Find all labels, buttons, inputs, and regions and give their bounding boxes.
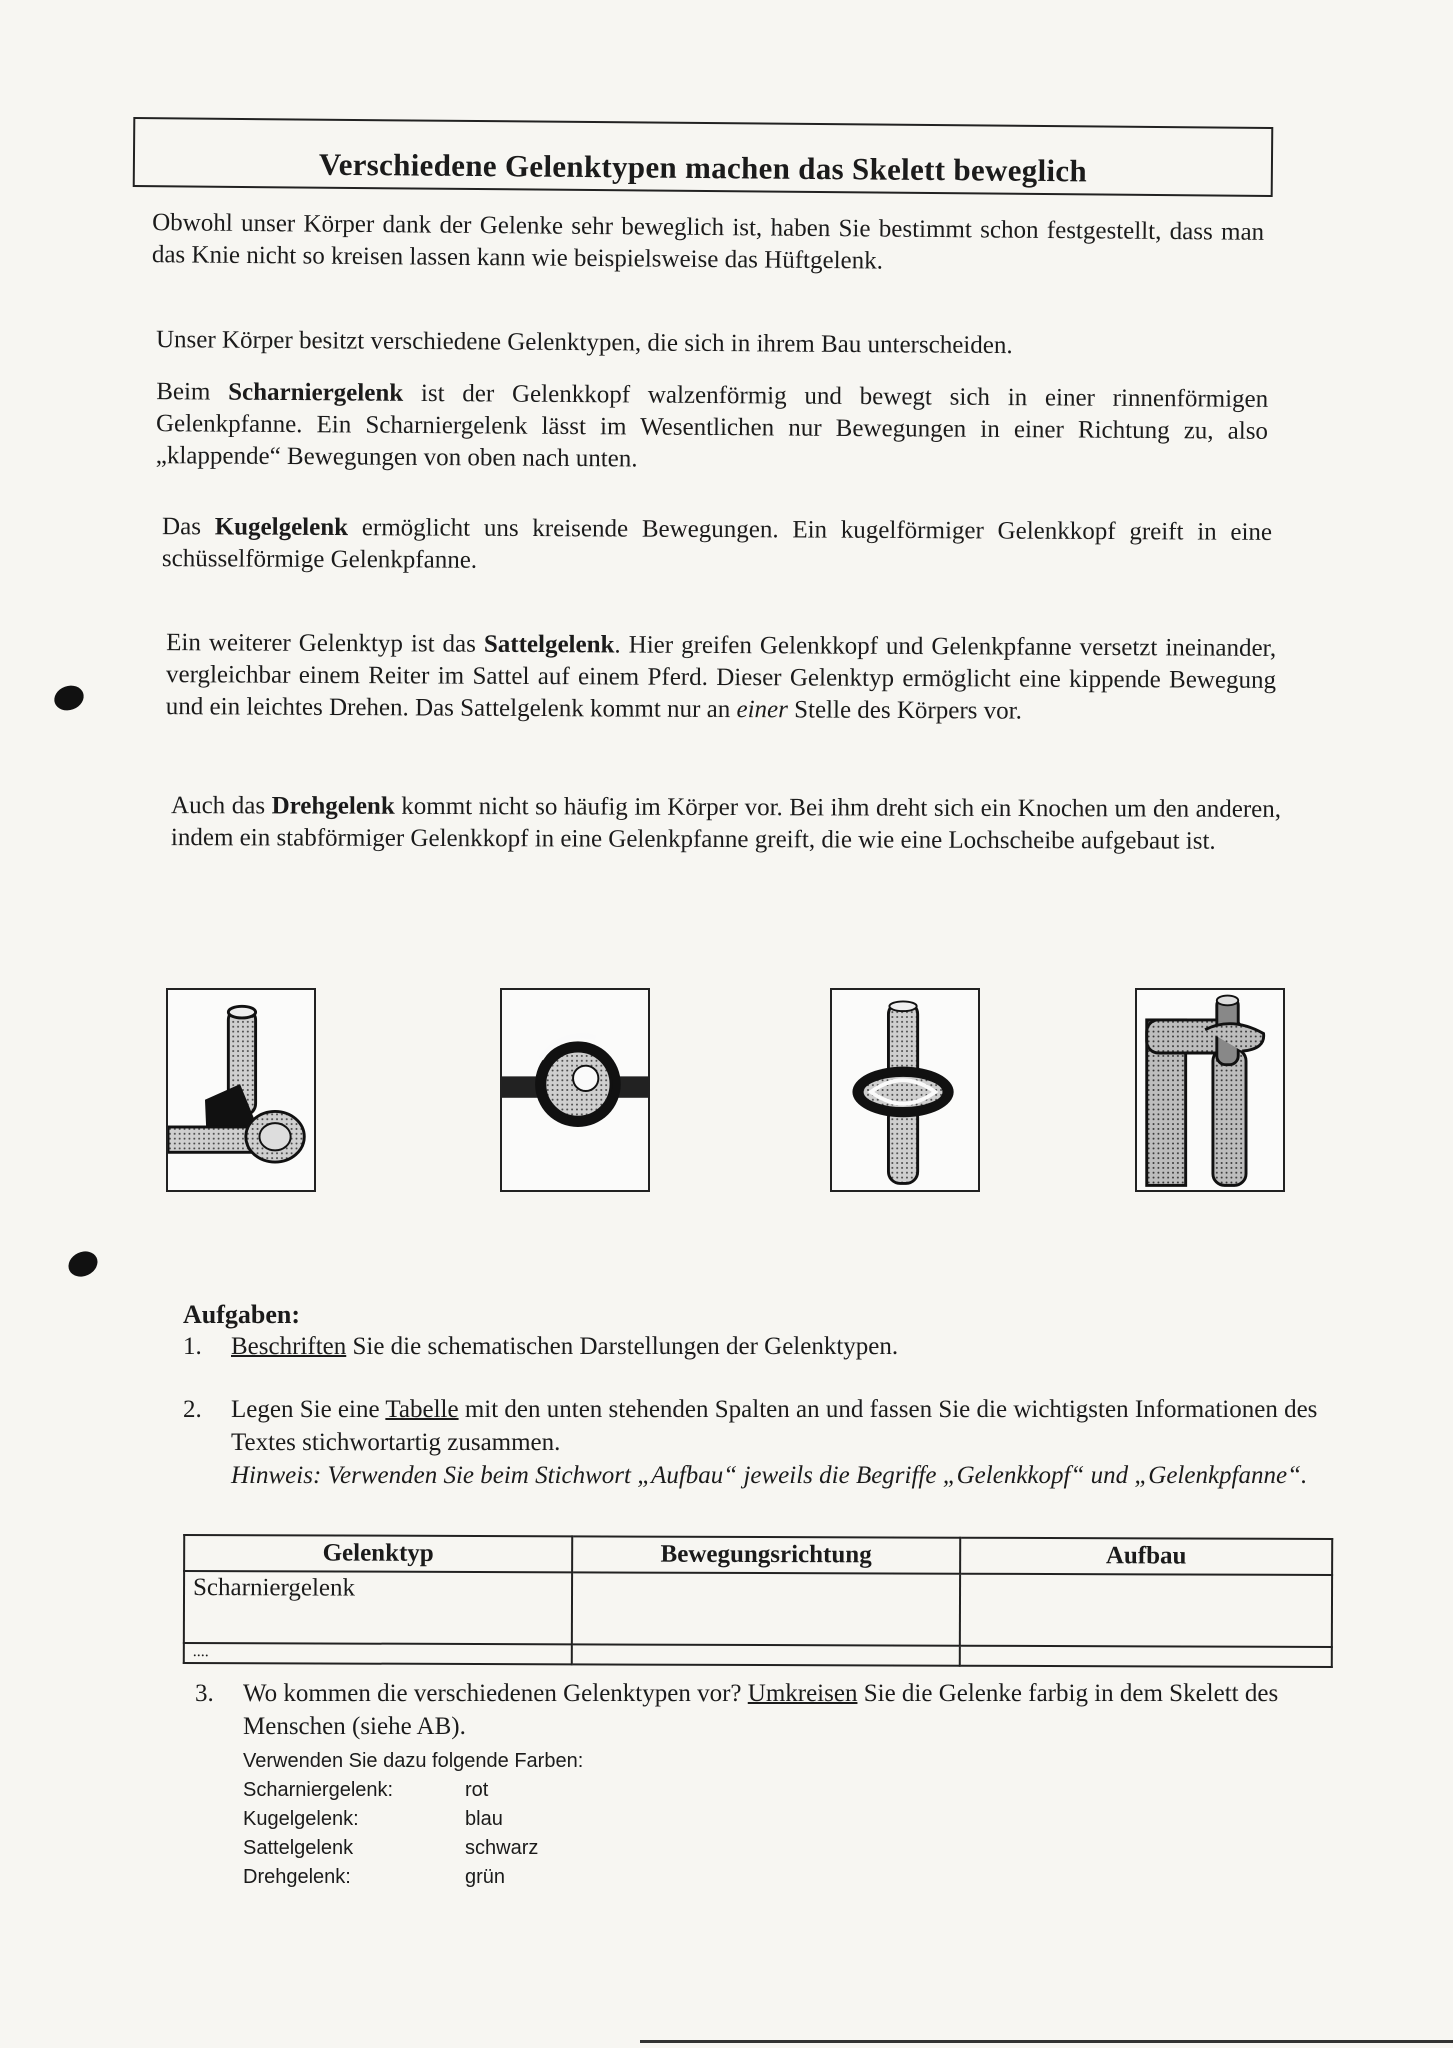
color-row: Drehgelenk: grün xyxy=(243,1866,506,1888)
sattelgelenk-term: Sattelgelenk xyxy=(483,630,615,659)
table-cell xyxy=(960,1574,1332,1647)
table-header: Gelenktyp xyxy=(184,1535,572,1572)
ball-joint-drawing xyxy=(500,988,650,1192)
drehgelenk-paragraph: Auch das Drehgelenk kommt nicht so häufig im Körper vor. Bei ihm dreht sich ein Knochen um den anderen, indem ein stabförmiger Gelenkkopf in eine Gelenkpfanne greift, die wie eine Lochscheibe aufgebaut ist. xyxy=(170,792,1282,855)
task-3: 3. Wo kommen die verschiedenen Gelenktypen vor? Umkreisen Sie die Gelenke farbig in dem Skelett des Menschen (siehe AB). Verwenden Sie dazu folgende Farben: Scharniergelenk: rot Kugelgelenk: blau Sattelgelenk schwarz Drehgelenk: grün xyxy=(195,1677,1335,1892)
saddle-joint-drawing xyxy=(830,988,980,1192)
task-3-keyword: Umkreisen xyxy=(747,1680,858,1707)
summary-table xyxy=(183,1534,1333,1668)
task-2-hint: Hinweis: Verwenden Sie beim Stichwort „Aufbau“ jeweils die Begriffe „Gelenkkopf“ und „Gelenkpfanne“. xyxy=(231,1462,1308,1489)
color-row: Scharniergelenk: rot xyxy=(243,1779,489,1801)
color-legend-intro: Verwenden Sie dazu folgende Farben: xyxy=(243,1750,584,1772)
table-cell xyxy=(960,1646,1332,1667)
scharniergelenk-paragraph: Beim Scharniergelenk ist der Gelenkkopf walzenförmig und bewegt sich in einer rinnenförmigen Gelenkpfanne. Ein Scharniergelenk lässt im Wesentlichen nur Bewegungen in einer Richtung zu, also „klappende“ Bewegungen von oben nach unten. xyxy=(155,378,1269,473)
task-2: 2. Legen Sie eine Tabelle mit den unten stehenden Spalten an und fassen Sie die wichtigsten Informationen des Textes stichwortartig zusammen. Hinweis: Verwenden Sie beim Stichwort „Aufbau“ jeweils die Begriffe „Gelenkkopf“ und „Gelenkpfanne“. xyxy=(183,1393,1343,1492)
color-row: Sattelgelenk schwarz xyxy=(243,1837,539,1859)
punch-hole-mark xyxy=(51,682,87,715)
pivot-joint-drawing xyxy=(1135,988,1285,1192)
task-number: 1. xyxy=(183,1333,202,1360)
intro-paragraph-1: Obwohl unser Körper dank der Gelenke sehr beweglich ist, haben Sie bestimmt schon festgestellt, dass man das Knie nicht so kreisen lassen kann wie beispielsweise das Hüftgelenk. xyxy=(151,209,1265,275)
task-number: 3. xyxy=(195,1680,214,1707)
table-cell: .... xyxy=(184,1643,572,1664)
table-cell: Scharniergelenk xyxy=(184,1571,572,1644)
tasks-section xyxy=(183,1300,1343,1492)
color-legend xyxy=(243,1747,1335,1892)
tasks-heading: Aufgaben: xyxy=(183,1300,301,1329)
task-1-keyword: Beschriften xyxy=(231,1333,347,1360)
sattelgelenk-paragraph: Ein weiterer Gelenktyp ist das Sattelgelenk. Hier greifen Gelenkkopf und Gelenkpfanne versetzt ineinander, vergleichbar einem Reiter im Sattel auf einem Pferd. Dieser Gelenktyp ermöglicht eine kippende Bewegung und ein leichtes Drehen. Das Sattelgelenk kommt nur an einer Stelle des Körpers vor. xyxy=(165,629,1277,725)
page-title: Verschiedene Gelenktypen machen das Skelett beweglich xyxy=(318,146,1088,189)
table-cell xyxy=(572,1572,960,1645)
kugelgelenk-paragraph: Das Kugelgelenk ermöglicht uns kreisende Bewegungen. Ein kugelförmiger Gelenkkopf greift in eine schüsselförmige Gelenkpfanne. xyxy=(161,513,1273,574)
kugelgelenk-term: Kugelgelenk xyxy=(214,513,349,542)
hinge-joint-drawing xyxy=(166,988,316,1192)
title-box xyxy=(133,117,1274,197)
drehgelenk-term: Drehgelenk xyxy=(271,792,395,820)
table-row xyxy=(184,1643,1332,1667)
task-number: 2. xyxy=(183,1396,202,1423)
table-cell xyxy=(572,1644,960,1665)
table-row xyxy=(184,1571,1332,1647)
task-2-keyword: Tabelle xyxy=(385,1396,459,1423)
emphasis-einer: einer xyxy=(736,696,788,724)
table-header-row xyxy=(184,1535,1332,1575)
table-header: Aufbau xyxy=(960,1538,1332,1575)
joint-diagrams xyxy=(140,960,1310,1230)
page-edge-line xyxy=(640,2040,1453,2043)
color-row: Kugelgelenk: blau xyxy=(243,1808,503,1830)
punch-hole-mark xyxy=(64,1247,101,1281)
table-header: Bewegungsrichtung xyxy=(572,1536,960,1573)
task-1: 1. Beschriften Sie die schematischen Darstellungen der Gelenktypen. xyxy=(183,1330,1343,1363)
scharniergelenk-term: Scharniergelenk xyxy=(228,378,404,407)
intro-paragraph-2: Unser Körper besitzt verschiedene Gelenktypen, die sich in ihrem Bau unterscheiden. xyxy=(155,326,1013,360)
